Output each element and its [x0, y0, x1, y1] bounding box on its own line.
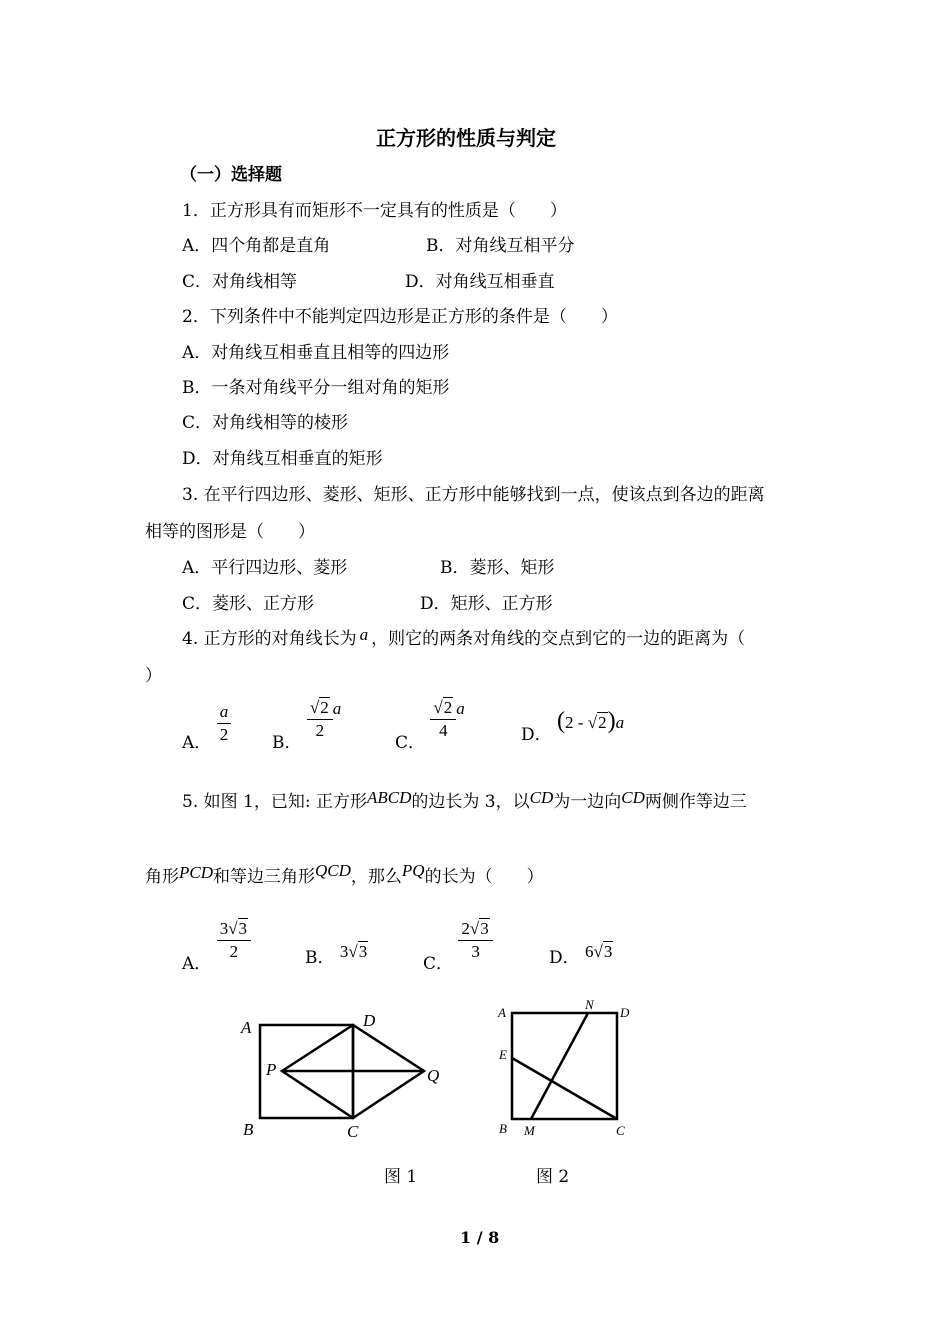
q4-a-label: A．	[182, 733, 212, 753]
fig1-label-q: Q	[427, 1066, 440, 1085]
q4-c-var: a	[456, 699, 465, 718]
q4-d-var: a	[615, 713, 625, 732]
q5-c-numerator: 2√3	[458, 919, 492, 941]
figure-1	[230, 1005, 460, 1150]
q5-d-value: 6√3	[585, 942, 613, 961]
q4-stem	[182, 624, 745, 649]
q5-option-a	[182, 919, 251, 974]
q3-stem-line2: 相等的图形是（ ）	[145, 522, 315, 542]
q4-a-denominator: 2	[219, 725, 229, 744]
q5-d-label: D．	[549, 948, 580, 968]
fig1-label-a: A	[241, 1018, 252, 1037]
fig2-line-mn	[531, 1013, 588, 1119]
q5-cd-1: CD	[529, 788, 554, 807]
q5-c-denominator: 3	[471, 942, 480, 961]
q5-b-value: 3√3	[339, 942, 368, 961]
q5-b-coef: 3	[339, 942, 349, 961]
q4-d-sqrt: √2	[587, 713, 607, 732]
q5-line2-c: ，那么	[350, 867, 402, 887]
q2-option-d: D．对角线互相垂直的矩形	[182, 449, 383, 469]
q4-d-two: 2 -	[565, 713, 588, 732]
fig1-caption: 图 1	[384, 1167, 418, 1187]
q4-option-d	[521, 708, 625, 747]
q5-b-label: B．	[305, 948, 335, 968]
q5-stem-mid2: 为一边向	[553, 792, 622, 812]
q2-stem: 2．下列条件中不能判定四边形是正方形的条件是（ ）	[182, 307, 618, 327]
q5-d-coef: 6	[585, 942, 594, 961]
q5-c-label: C．	[423, 954, 454, 974]
q5-pq: PQ	[401, 861, 425, 880]
fig2-label-d: D	[620, 1005, 630, 1020]
q5-stem-mid1: 的边长为 3，以	[411, 792, 530, 812]
q4-c-radicand: 2	[443, 698, 453, 717]
q5-stem-line2	[145, 862, 544, 887]
fig1-label-d: D	[363, 1011, 376, 1030]
q5-line2-b: 和等边三角形	[213, 867, 315, 887]
q5-qcd: QCD	[315, 861, 351, 880]
q5-a-coef: 3	[219, 919, 229, 938]
fig1-label-p: P	[266, 1060, 277, 1079]
q4-stem-line2: ）	[145, 666, 162, 686]
page-title: 正方形的性质与判定	[376, 126, 556, 150]
q5-a-radicand: 3	[238, 919, 248, 938]
fig2-label-b: B	[499, 1121, 507, 1136]
q4-b-numerator: √2	[307, 698, 333, 720]
fig1-label-c: C	[347, 1122, 359, 1141]
fig2-line-ec	[512, 1058, 617, 1119]
q5-d-radicand: 3	[603, 942, 613, 961]
q1-option-a: A．四个角都是直角	[182, 236, 331, 256]
q4-d-radicand: 2	[598, 713, 607, 732]
q4-option-b	[272, 698, 342, 753]
figure-2	[490, 995, 640, 1140]
q1-option-d: D．对角线互相垂直	[405, 272, 555, 292]
q4-stem-after: ，则它的两条对角线的交点到它的一边的距离为（	[371, 629, 746, 649]
q5-option-d	[549, 943, 613, 968]
q5-stem-line1	[182, 787, 747, 812]
q5-stem-before: 5. 如图 1，已知: 正方形	[182, 792, 367, 812]
q4-b-radicand: 2	[320, 698, 329, 717]
q5-c-coef: 2	[461, 919, 470, 938]
q4-a-numerator: a	[217, 702, 232, 724]
q5-a-numerator: 3√3	[217, 919, 251, 941]
q5-a-denominator: 2	[229, 942, 239, 961]
q2-option-c: C．对角线相等的棱形	[182, 413, 349, 433]
q4-c-fraction	[430, 698, 456, 741]
q4-c-denominator: 4	[439, 721, 448, 740]
q5-c-fraction	[458, 919, 492, 962]
q4-b-var: a	[332, 699, 342, 718]
q4-b-fraction	[307, 698, 333, 741]
q5-option-b	[305, 943, 368, 968]
fig2-label-a: A	[498, 1005, 506, 1020]
fig2-label-m: M	[524, 1123, 535, 1138]
q4-c-label: C．	[395, 733, 426, 753]
q5-b-radicand: 3	[358, 942, 368, 961]
q4-d-open-paren: (	[557, 708, 566, 734]
q5-a-label: A．	[182, 954, 212, 974]
q3-option-d: D．矩形、正方形	[420, 594, 553, 614]
fig2-label-e: E	[499, 1047, 507, 1062]
q2-option-b: B．一条对角线平分一组对角的矩形	[182, 378, 450, 398]
q3-option-a: A．平行四边形、菱形	[182, 558, 348, 578]
q4-d-expression	[557, 708, 625, 734]
fig2-label-c: C	[616, 1123, 625, 1138]
fig2-label-n: N	[585, 997, 594, 1012]
q4-option-a	[182, 702, 231, 753]
q4-var-a: a	[359, 625, 369, 644]
q4-d-label: D．	[521, 725, 552, 745]
q1-stem: 1．正方形具有而矩形不一定具有的性质是（ ）	[182, 201, 567, 221]
q5-c-radicand: 3	[480, 919, 489, 938]
q5-option-c	[423, 919, 493, 974]
q4-option-c	[395, 698, 465, 753]
q2-option-a: A．对角线互相垂直且相等的四边形	[182, 343, 450, 363]
q5-pcd: PCD	[179, 863, 213, 882]
section-heading: （一）选择题	[180, 165, 282, 185]
q3-option-b: B．菱形、矩形	[440, 558, 555, 578]
q5-line2-a: 角形	[145, 867, 179, 887]
q5-square-name: ABCD	[366, 788, 412, 807]
q1-option-c: C．对角线相等	[182, 272, 298, 292]
q3-option-c: C．菱形、正方形	[182, 594, 315, 614]
page-number: 1 / 8	[460, 1228, 500, 1247]
q5-cd-2: CD	[621, 788, 645, 807]
q4-d-close-paren: )	[607, 708, 616, 734]
q5-line2-d: 的长为（ ）	[424, 867, 544, 887]
fig1-label-b: B	[243, 1120, 254, 1139]
fig2-caption: 图 2	[536, 1167, 570, 1187]
q3-stem-line1: 3. 在平行四边形、菱形、矩形、正方形中能够找到一点，使该点到各边的距离	[182, 485, 765, 505]
q5-stem-mid3: 两侧作等边三	[644, 792, 747, 812]
q1-option-b: B．对角线互相平分	[426, 236, 575, 256]
q4-b-denominator: 2	[315, 721, 325, 740]
q4-stem-before: 4. 正方形的对角线长为	[182, 629, 357, 649]
q5-a-fraction	[217, 919, 251, 962]
q4-b-label: B．	[272, 733, 302, 753]
q4-c-numerator: √2	[430, 698, 456, 720]
q4-a-fraction	[217, 702, 232, 745]
